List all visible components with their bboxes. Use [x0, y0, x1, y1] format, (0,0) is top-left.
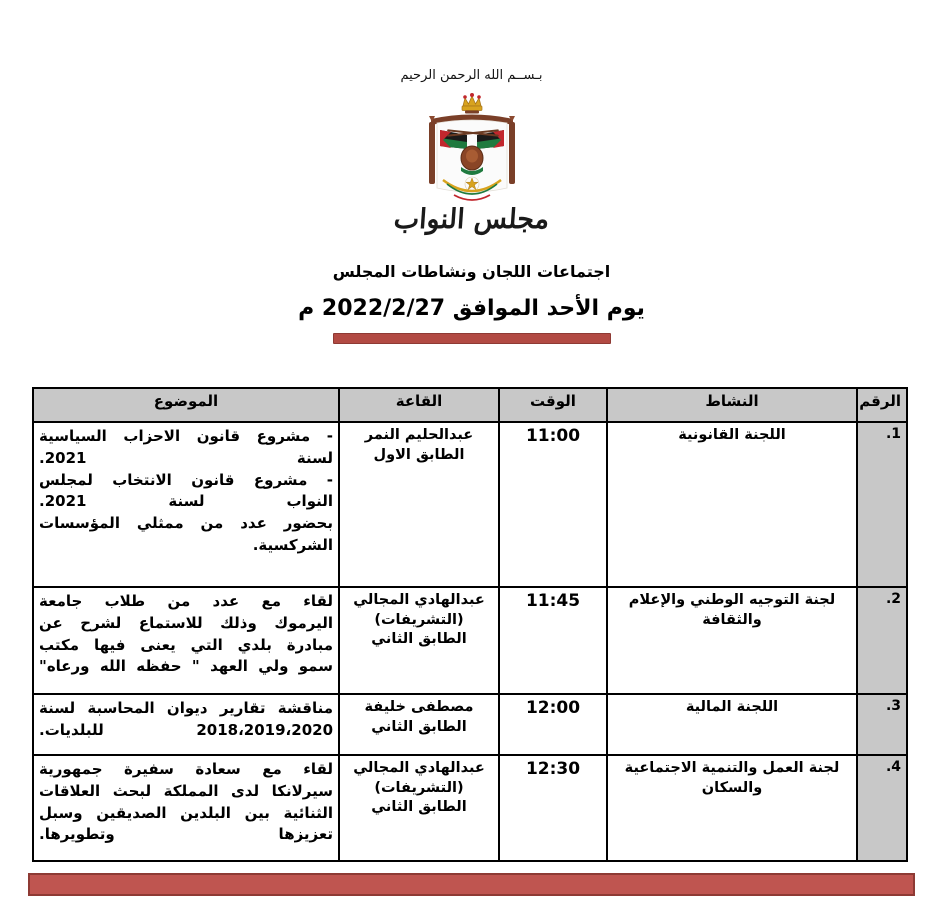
accent-bar-bottom: [28, 873, 915, 896]
row-time: 12:00: [499, 694, 607, 755]
row-hall: مصطفى خليفة الطابق الثاني: [339, 694, 499, 755]
row-time: 11:45: [499, 587, 607, 694]
row-hall: عبدالحليم النمر الطابق الاول: [339, 422, 499, 587]
row-subject: لقاء مع عدد من طلاب جامعة اليرموك وذلك للاستماع لشرح عن مبادرة بلدي التي يعنى فيها مكتب سمو ولي العهد " حفظه الله ورعاه": [33, 587, 339, 694]
column-header-time: الوقت: [499, 388, 607, 422]
emblem-container: [0, 92, 943, 235]
row-activity: لجنة التوجيه الوطني والإعلام والثقافة: [607, 587, 857, 694]
column-header-number: الرقم: [857, 388, 907, 422]
column-header-subject: الموضوع: [33, 388, 339, 422]
row-number: .2: [857, 587, 907, 694]
table-row: [33, 694, 907, 755]
schedule-table-container: [34, 387, 908, 862]
table-header-row: [33, 388, 907, 422]
schedule-table-body: [33, 422, 907, 861]
page-date: يوم الأحد الموافق 2022/2/27 م: [298, 296, 645, 322]
table-row: [33, 422, 907, 587]
row-hall: عبدالهادي المجالي (التشريفات) الطابق الثاني: [339, 755, 499, 861]
row-subject: لقاء مع سعادة سفيرة جمهورية سيرلانكا لدى المملكة لبحث العلاقات الثنائية بين البلدين الصديقين وسبل تعزيزها وتطويرها.: [33, 755, 339, 861]
row-activity: اللجنة المالية: [607, 694, 857, 755]
row-activity: اللجنة القانونية: [607, 422, 857, 587]
schedule-table: [32, 387, 908, 862]
row-time: 12:30: [499, 755, 607, 861]
row-activity: لجنة العمل والتنمية الاجتماعية والسكان: [607, 755, 857, 861]
row-subject: - مشروع قانون الاحزاب السياسية لسنة 2021. - مشروع قانون الانتخاب لمجلس النواب لسنة 2021. بحضور عدد من ممثلي المؤسسات الشركسية.: [33, 422, 339, 587]
column-header-hall: القاعة: [339, 388, 499, 422]
row-number: .1: [857, 422, 907, 587]
row-number: .4: [857, 755, 907, 861]
emblem-caption: مجلس النواب: [392, 203, 551, 235]
row-number: .3: [857, 694, 907, 755]
table-row: [33, 755, 907, 861]
row-time: 11:00: [499, 422, 607, 587]
row-hall: عبدالهادي المجالي (التشريفات) الطابق الثاني: [339, 587, 499, 694]
table-row: [33, 587, 907, 694]
row-subject: مناقشة تقارير ديوان المحاسبة لسنة 2018،2019،2020 للبلديات.: [33, 694, 339, 755]
column-header-activity: النشاط: [607, 388, 857, 422]
page-title: اجتماعات اللجان ونشاطات المجلس: [332, 261, 611, 281]
basmala-text: بـســم الله الرحمن الرحيم: [400, 68, 543, 83]
jordan-parliament-emblem-icon: [407, 92, 537, 210]
accent-bar-top: [333, 333, 611, 344]
